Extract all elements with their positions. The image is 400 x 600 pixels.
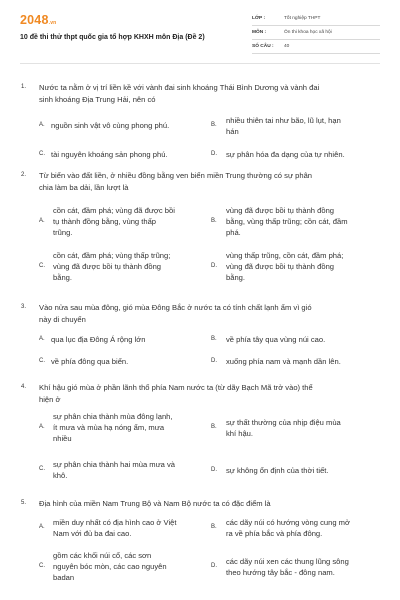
option-text bbox=[51, 334, 145, 345]
header-divider bbox=[20, 63, 380, 64]
option-letter: B. bbox=[211, 336, 217, 342]
option-letter: B. bbox=[211, 424, 217, 430]
question-line: này di chuyển bbox=[39, 315, 86, 324]
option-line: vùng đã được bồi tụ thành đồng bbox=[226, 262, 335, 271]
option-letter: B. bbox=[211, 524, 217, 530]
option-text bbox=[226, 334, 325, 345]
question-number: 1. bbox=[21, 84, 27, 90]
option-line: bằng. bbox=[53, 273, 73, 282]
option-letter: C. bbox=[39, 263, 45, 269]
option-letter: C. bbox=[39, 563, 45, 569]
option-text bbox=[226, 149, 345, 160]
option-text bbox=[53, 411, 173, 444]
question-number: 5. bbox=[21, 500, 27, 506]
meta-table bbox=[252, 12, 380, 54]
option-line: khí hậu. bbox=[226, 429, 254, 438]
question-line: Khí hậu gió mùa ở phần lãnh thổ phía Nam nước ta (từ dãy Bạch Mã trở vào) thể bbox=[39, 383, 313, 392]
question-line: Vào nửa sau mùa đông, gió mùa Đông Bắc ở nước ta có tính chất lạnh ẩm vì gió bbox=[39, 303, 312, 312]
option-letter: C. bbox=[39, 466, 45, 472]
option-line: các dãy núi xen các thung lũng sông bbox=[226, 557, 349, 566]
option-text bbox=[53, 550, 167, 583]
logo-text: 2048 bbox=[20, 13, 49, 27]
meta-row-class bbox=[252, 12, 380, 26]
option-line: sự không ổn định của thời tiết. bbox=[226, 466, 329, 475]
question-text bbox=[39, 498, 384, 510]
option-text bbox=[53, 205, 175, 238]
option-letter: A. bbox=[39, 336, 45, 342]
option-line: các dãy núi có hướng vòng cung mở bbox=[226, 518, 350, 527]
option-line: miền duy nhất có địa hình cao ở Việt bbox=[53, 518, 177, 527]
logo-domain: .vn bbox=[48, 20, 57, 26]
option-line: vùng đã được bồi tụ thành đồng bbox=[53, 262, 162, 271]
option-text bbox=[226, 250, 343, 283]
option-text bbox=[51, 356, 128, 367]
question-text bbox=[39, 82, 384, 106]
option-line: badan bbox=[53, 573, 75, 582]
meta-label: SỐ CÂU : bbox=[252, 44, 274, 49]
option-line: bằng. bbox=[226, 273, 246, 282]
option-line: tài nguyên khoáng sản phong phú. bbox=[51, 150, 168, 159]
option-line: cồn cát, đầm phá; vùng thấp trũng; bbox=[53, 251, 171, 260]
option-letter: A. bbox=[39, 218, 45, 224]
option-letter: D. bbox=[211, 263, 217, 269]
option-line: trũng. bbox=[53, 228, 73, 237]
meta-label: MÔN : bbox=[252, 30, 267, 35]
option-text bbox=[226, 556, 349, 578]
option-letter: A. bbox=[39, 424, 45, 430]
option-letter: B. bbox=[211, 218, 217, 224]
option-line: bằng, vùng thấp trũng; cồn cát, đầm bbox=[226, 217, 348, 226]
option-line: hán bbox=[226, 127, 239, 136]
option-text bbox=[226, 356, 341, 367]
option-text bbox=[226, 465, 329, 476]
meta-value: Ôn thi khoa học xã hội bbox=[284, 30, 332, 35]
option-line: ra về phía bắc và phía đông. bbox=[226, 529, 323, 538]
option-text bbox=[226, 417, 341, 439]
option-line: sự phân hóa đa dạng của tự nhiên. bbox=[226, 150, 345, 159]
option-line: cồn cát, đầm phá; vùng đã được bồi bbox=[53, 206, 175, 215]
option-line: theo hướng tây bắc - đông nam. bbox=[226, 568, 335, 577]
option-letter: C. bbox=[39, 358, 45, 364]
option-letter: D. bbox=[211, 563, 217, 569]
option-line: ít mưa và mùa hạ nóng ẩm, mưa bbox=[53, 423, 165, 432]
option-text bbox=[226, 517, 350, 539]
meta-row-subject bbox=[252, 26, 380, 40]
option-letter: A. bbox=[39, 524, 45, 530]
option-line: nguồn sinh vật vô cùng phong phú. bbox=[51, 121, 170, 130]
option-letter: C. bbox=[39, 151, 45, 157]
question-line: chia làm ba dải, lần lượt là bbox=[39, 183, 129, 192]
option-letter: B. bbox=[211, 122, 217, 128]
question-line: sinh khoáng Địa Trung Hải, nên có bbox=[39, 95, 156, 104]
option-line: vùng đã được bồi tụ thành đồng bbox=[226, 206, 335, 215]
question-line: hiện ở bbox=[39, 395, 61, 404]
question-line: Nước ta nằm ở vị trí liền kề với vành đai sinh khoáng Thái Bình Dương và vành đai bbox=[39, 83, 320, 92]
option-line: vùng thấp trũng, cồn cát, đầm phá; bbox=[226, 251, 344, 260]
question-number: 2. bbox=[21, 172, 27, 178]
question-text bbox=[39, 382, 384, 406]
meta-value: Tốt nghiệp THPT bbox=[284, 16, 321, 21]
option-text bbox=[51, 149, 168, 160]
option-letter: D. bbox=[211, 358, 217, 364]
document-title: 10 đề thi thử thpt quốc gia tổ hợp KHXH môn Địa (Đề 2) bbox=[20, 34, 205, 41]
option-line: về phía tây qua vùng núi cao. bbox=[226, 335, 326, 344]
question-number: 4. bbox=[21, 384, 27, 390]
option-text bbox=[53, 250, 170, 283]
option-letter: D. bbox=[211, 467, 217, 473]
question-text bbox=[39, 302, 384, 326]
option-line: nhiều bbox=[53, 434, 72, 443]
question-text bbox=[39, 170, 384, 194]
option-text bbox=[53, 459, 175, 481]
page-header bbox=[0, 0, 400, 76]
question-number: 3. bbox=[21, 304, 27, 310]
option-line: gồm các khối núi cổ, các sơn bbox=[53, 551, 152, 560]
option-line: sự phân chia thành mùa đông lạnh, bbox=[53, 412, 173, 421]
option-text bbox=[226, 205, 348, 238]
option-letter: D. bbox=[211, 151, 217, 157]
option-line: sự thất thường của nhịp điệu mùa bbox=[226, 418, 341, 427]
option-line: phá. bbox=[226, 228, 241, 237]
meta-label: LỚP : bbox=[252, 16, 266, 21]
option-line: tụ thành đồng bằng, vùng thấp bbox=[53, 217, 157, 226]
option-line: sự phân chia thành hai mùa mưa và bbox=[53, 460, 176, 469]
meta-value: 40 bbox=[284, 44, 290, 49]
option-line: nguyên bóc mòn, các cao nguyên bbox=[53, 562, 167, 571]
option-letter: A. bbox=[39, 122, 45, 128]
option-text bbox=[53, 517, 176, 539]
meta-row-count bbox=[252, 40, 380, 54]
option-line: xuống phía nam và mạnh dần lên. bbox=[226, 357, 341, 366]
option-line: Nam với đủ ba đai cao. bbox=[53, 529, 132, 538]
option-line: nhiều thiên tai như bão, lũ lụt, hạn bbox=[226, 116, 341, 125]
option-text bbox=[226, 115, 341, 137]
option-line: khô. bbox=[53, 471, 68, 480]
option-text bbox=[51, 120, 169, 131]
option-line: về phía đông qua biển. bbox=[51, 357, 129, 366]
question-line: Địa hình của miền Nam Trung Bộ và Nam Bộ nước ta có đặc điểm là bbox=[39, 499, 271, 508]
site-logo[interactable] bbox=[20, 13, 56, 27]
option-line: qua lục địa Đông Á rộng lớn bbox=[51, 335, 146, 344]
question-line: Từ biển vào đất liền, ở nhiều đồng bằng ven biển miền Trung thường có sự phân bbox=[39, 171, 313, 180]
